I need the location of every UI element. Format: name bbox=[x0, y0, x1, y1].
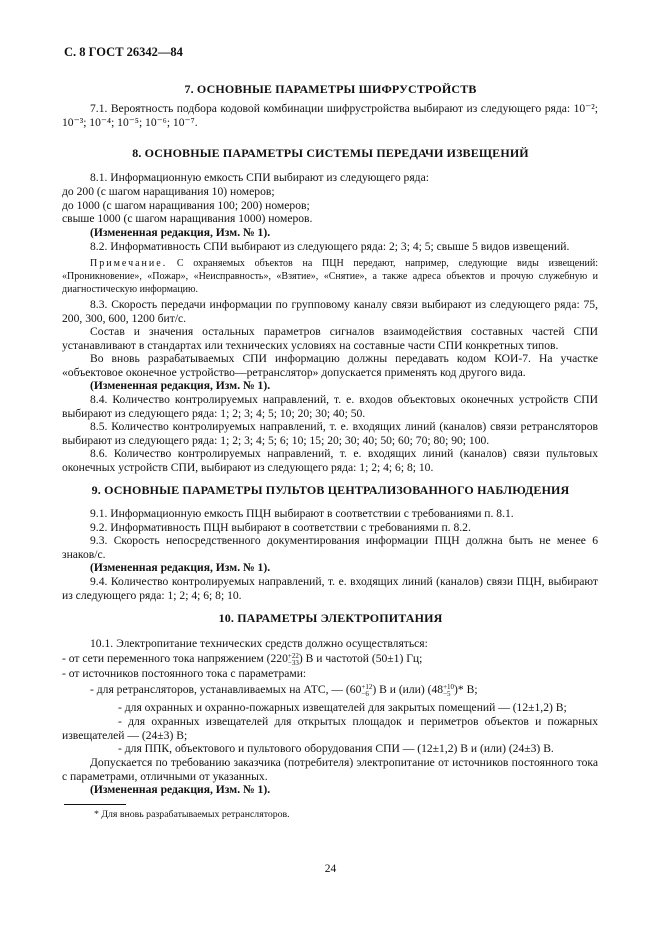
relay-tol-minus-1: −6 bbox=[361, 690, 369, 698]
edit-note: (Измененная редакция, Изм. № 1). bbox=[90, 783, 271, 796]
dc-supply-line: - от источников постоянного тока с параметрами: bbox=[62, 667, 307, 680]
page-number: 24 bbox=[324, 863, 337, 875]
relay-tol-plus-2: +10 bbox=[443, 683, 455, 691]
relay-supply-line bbox=[62, 683, 598, 698]
edit-note: (Измененная редакция, Изм. № 1). bbox=[90, 379, 271, 392]
para-9-1: 9.1. Информационную емкость ПЦН выбирают в соответствии с требованиями п. 8.1. bbox=[90, 507, 514, 520]
ac-text-b: ) В и частотой (50±1) Гц; bbox=[298, 652, 423, 665]
relay-text-b: ) В и (или) (48 bbox=[372, 683, 444, 696]
para-8-3-b: Состав и значения остальных параметров сигналов взаимодействия составных частей СПИ устанавливают в стандартах или технических условиях на составные части СПИ конкретных типов. bbox=[62, 325, 598, 352]
note-block bbox=[62, 257, 598, 296]
section-7-title: 7. ОСНОВНЫЕ ПАРАМЕТРЫ ШИФРУСТРОЙСТВ bbox=[184, 82, 477, 96]
para-8-3: 8.3. Скорость передачи информации по групповому каналу связи выбирают из следующего ряда: 75, 200, 300, 600, 1200 бит/с. bbox=[62, 298, 598, 325]
para-8-6: 8.6. Количество контролируемых направлений, т. е. входящих линий (каналов) связи пультовых оконечных устройств СПИ, выбирают из следующего ряда: 1; 2; 4; 6; 8; 10. bbox=[62, 447, 598, 474]
running-header: С. 8 ГОСТ 26342—84 bbox=[64, 45, 183, 59]
edit-note: (Измененная редакция, Изм. № 1). bbox=[90, 561, 271, 574]
para-7-1: 7.1. Вероятность подбора кодовой комбинации шифрустройства выбирают из следующего ряда: 10⁻²; 10⁻³; 10⁻⁴; 10⁻⁵; 10⁻⁶; 10⁻⁷. bbox=[62, 102, 598, 129]
relay-tol-plus-1: +12 bbox=[361, 683, 373, 691]
footnote-rule bbox=[64, 804, 126, 805]
section-9-title: 9. ОСНОВНЫЕ ПАРАМЕТРЫ ПУЛЬТОВ ЦЕНТРАЛИЗОВАННОГО НАБЛЮДЕНИЯ bbox=[91, 483, 570, 497]
edit-note: (Измененная редакция, Изм. № 1). bbox=[90, 226, 271, 239]
section-8-title: 8. ОСНОВНЫЕ ПАРАМЕТРЫ СИСТЕМЫ ПЕРЕДАЧИ ИЗВЕЩЕНИЙ bbox=[132, 146, 529, 160]
para-8-1: 8.1. Информационную емкость СПИ выбирают из следующего ряда: bbox=[90, 171, 429, 184]
range-item-1: до 200 (с шагом наращивания 10) номеров; bbox=[62, 185, 275, 198]
para-10-1: 10.1. Электропитание технических средств должно осуществляться: bbox=[90, 637, 428, 650]
note-label: Примечание. bbox=[90, 258, 168, 269]
para-8-3-c: Во вновь разрабатываемых СПИ информацию должны передавать кодом КОИ-7. На участке «объектовое оконечное устройство—ретранслятор» допускается применять код другого вида. bbox=[62, 352, 598, 379]
note-text: С охраняемых объектов на ПЦН передают, например, следующие виды извещений: «Проникновение», «Пожар», «Неисправность», «Взятие», «Снятие», а также адреса объектов и прочую служебную и диагностическую информацию. bbox=[62, 258, 598, 295]
footnote: * Для вновь разрабатываемых ретрансляторов. bbox=[94, 809, 290, 820]
para-9-3: 9.3. Скорость непосредственного документирования информации ПЦН должна быть не менее 6 знаков/с. bbox=[62, 534, 598, 561]
ac-tolerance-minus: −33 bbox=[287, 659, 299, 667]
ac-supply-line bbox=[62, 652, 598, 667]
ac-tolerance-plus: +22 bbox=[287, 652, 299, 660]
detector-outdoor-line: - для охранных извещателей для открытых площадок и периметров объектов и пожарных извещателей — (24±3) В; bbox=[62, 715, 598, 742]
ppk-supply-line: - для ППК, объектового и пультового оборудования СПИ — (12±1,2) В и (или) (24±3) В. bbox=[118, 742, 554, 755]
detector-indoor-line: - для охранных и охранно-пожарных извещателей для закрытых помещений — (12±1,2) В; bbox=[118, 701, 567, 714]
relay-text-c: )* В; bbox=[454, 683, 478, 696]
para-8-5: 8.5. Количество контролируемых направлений, т. е. входящих линий (каналов) связи ретрансляторов выбирают из следующего ряда: 1; 2; 3; 4; 5; 6; 10; 15; 20; 30; 40; 50; 60; 70; 80; 90; 100. bbox=[62, 420, 598, 447]
relay-tol-minus-2: −5 bbox=[443, 690, 451, 698]
section-10-title: 10. ПАРАМЕТРЫ ЭЛЕКТРОПИТАНИЯ bbox=[218, 611, 443, 625]
range-item-3: свыше 1000 (с шагом наращивания 1000) номеров. bbox=[62, 212, 313, 225]
para-9-2: 9.2. Информативность ПЦН выбирают в соответствии с требованиями п. 8.2. bbox=[90, 521, 471, 534]
para-8-2: 8.2. Информативность СПИ выбирают из следующего ряда: 2; 3; 4; 5; свыше 5 видов извещений. bbox=[90, 240, 570, 253]
para-10-add: Допускается по требованию заказчика (потребителя) электропитание от источников постоянного тока с параметрами, отличными от указанных. bbox=[62, 756, 598, 783]
ac-text-a: - от сети переменного тока напряжением (220 bbox=[62, 652, 288, 665]
para-9-4: 9.4. Количество контролируемых направлений, т. е. входящих линий (каналов) связи ПЦН, выбирают из следующего ряда: 1; 2; 4; 6; 8; 10. bbox=[62, 575, 598, 602]
para-8-4: 8.4. Количество контролируемых направлений, т. е. входов объектовых оконечных устройств СПИ выбирают из следующего ряда: 1; 2; 3; 4; 5; 10; 20; 30; 40; 50. bbox=[62, 393, 598, 420]
range-item-2: до 1000 (с шагом наращивания 100; 200) номеров; bbox=[62, 199, 310, 212]
relay-text-a: - для ретрансляторов, устанавливаемых на АТС, — (60 bbox=[90, 683, 362, 696]
